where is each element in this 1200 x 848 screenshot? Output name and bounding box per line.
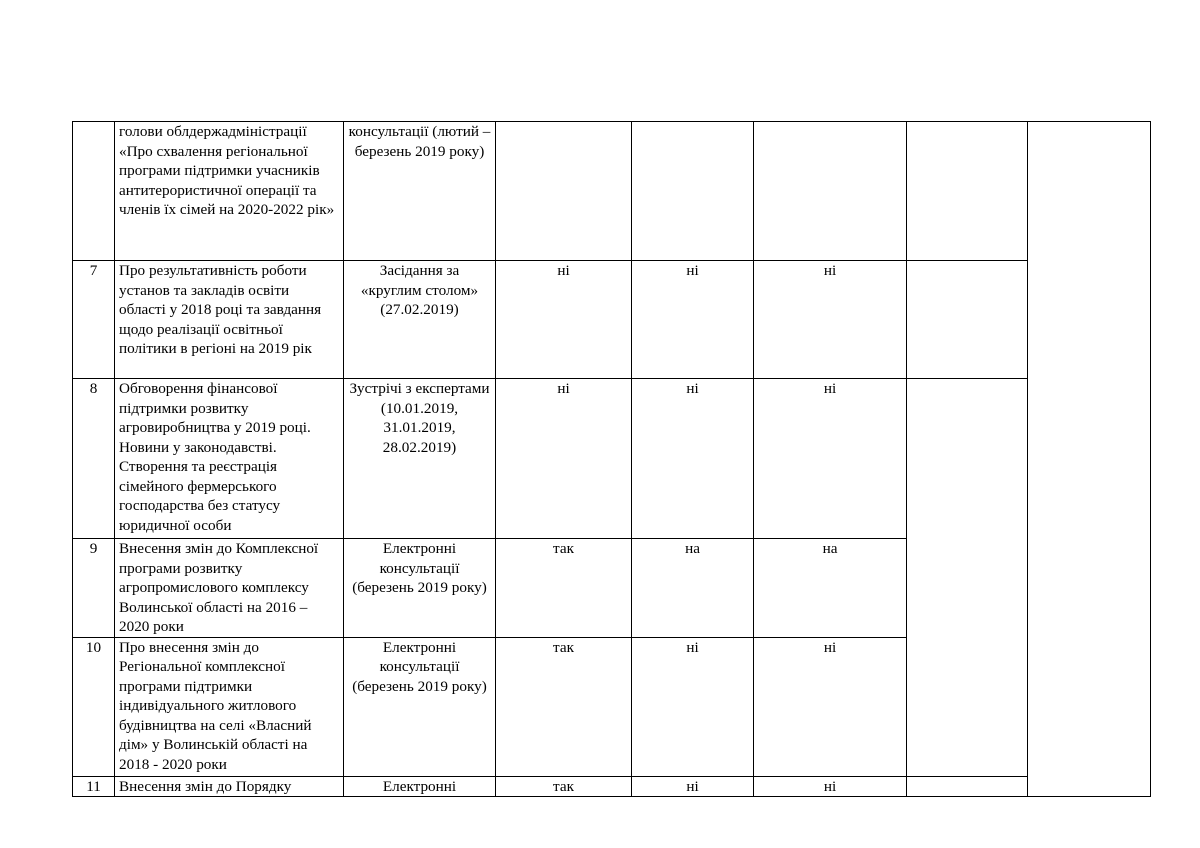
form-cell: Електронні консультації (березень 2019 року) xyxy=(344,539,496,638)
empty-cell xyxy=(1028,122,1151,797)
empty-cell xyxy=(907,122,1028,261)
row-number: 8 xyxy=(73,379,115,539)
topic-cell: Про внесення змін до Регіональної комплексної програми підтримки індивідуального житлового будівництва на селі «Власний дім» у Волинській області на 2018 - 2020 роки xyxy=(115,637,344,776)
form-cell: Електронні xyxy=(344,776,496,797)
table-row xyxy=(73,122,1151,261)
table-row xyxy=(73,379,1151,539)
row-number: 9 xyxy=(73,539,115,638)
empty-cell xyxy=(907,776,1028,797)
flag-cell xyxy=(632,122,754,261)
flag-cell: ні xyxy=(754,379,907,539)
row-number: 11 xyxy=(73,776,115,797)
form-cell: Електронні консультації (березень 2019 року) xyxy=(344,637,496,776)
table-row xyxy=(73,261,1151,379)
topic-cell: Внесення змін до Комплексної програми розвитку агропромислового комплексу Волинської області на 2016 – 2020 роки xyxy=(115,539,344,638)
flag-cell: ні xyxy=(632,637,754,776)
consultations-table xyxy=(72,121,1151,797)
flag-cell xyxy=(754,122,907,261)
flag-cell: ні xyxy=(754,637,907,776)
flag-cell: так xyxy=(496,539,632,638)
topic-cell: Внесення змін до Порядку xyxy=(115,776,344,797)
topic-cell: Обговорення фінансової підтримки розвитку агровиробництва у 2019 році. Новини у законодавстві. Створення та реєстрація сімейного фермерського господарства без статусу юридичної особи xyxy=(115,379,344,539)
flag-cell: ні xyxy=(632,776,754,797)
flag-cell: на xyxy=(632,539,754,638)
flag-cell xyxy=(496,122,632,261)
row-number: 7 xyxy=(73,261,115,379)
flag-cell: так xyxy=(496,637,632,776)
flag-cell: ні xyxy=(496,379,632,539)
form-cell: Засідання за «круглим столом» (27.02.2019) xyxy=(344,261,496,379)
topic-cell: голови облдержадміністрації «Про схвалення регіональної програми підтримки учасників антитерористичної операції та членів їх сімей на 2020-2022 рік» xyxy=(115,122,344,261)
flag-cell: ні xyxy=(754,261,907,379)
flag-cell: ні xyxy=(496,261,632,379)
row-number: 10 xyxy=(73,637,115,776)
table-row xyxy=(73,776,1151,797)
empty-cell xyxy=(907,379,1028,777)
form-cell: Зустрічі з експертами (10.01.2019, 31.01.2019, 28.02.2019) xyxy=(344,379,496,539)
flag-cell: так xyxy=(496,776,632,797)
flag-cell: ні xyxy=(754,776,907,797)
form-cell: консультації (лютий – березень 2019 року) xyxy=(344,122,496,261)
flag-cell: на xyxy=(754,539,907,638)
topic-cell: Про результативність роботи установ та закладів освіти області у 2018 році та завдання щодо реалізації освітньої політики в регіоні на 2019 рік xyxy=(115,261,344,379)
row-number xyxy=(73,122,115,261)
flag-cell: ні xyxy=(632,261,754,379)
flag-cell: ні xyxy=(632,379,754,539)
